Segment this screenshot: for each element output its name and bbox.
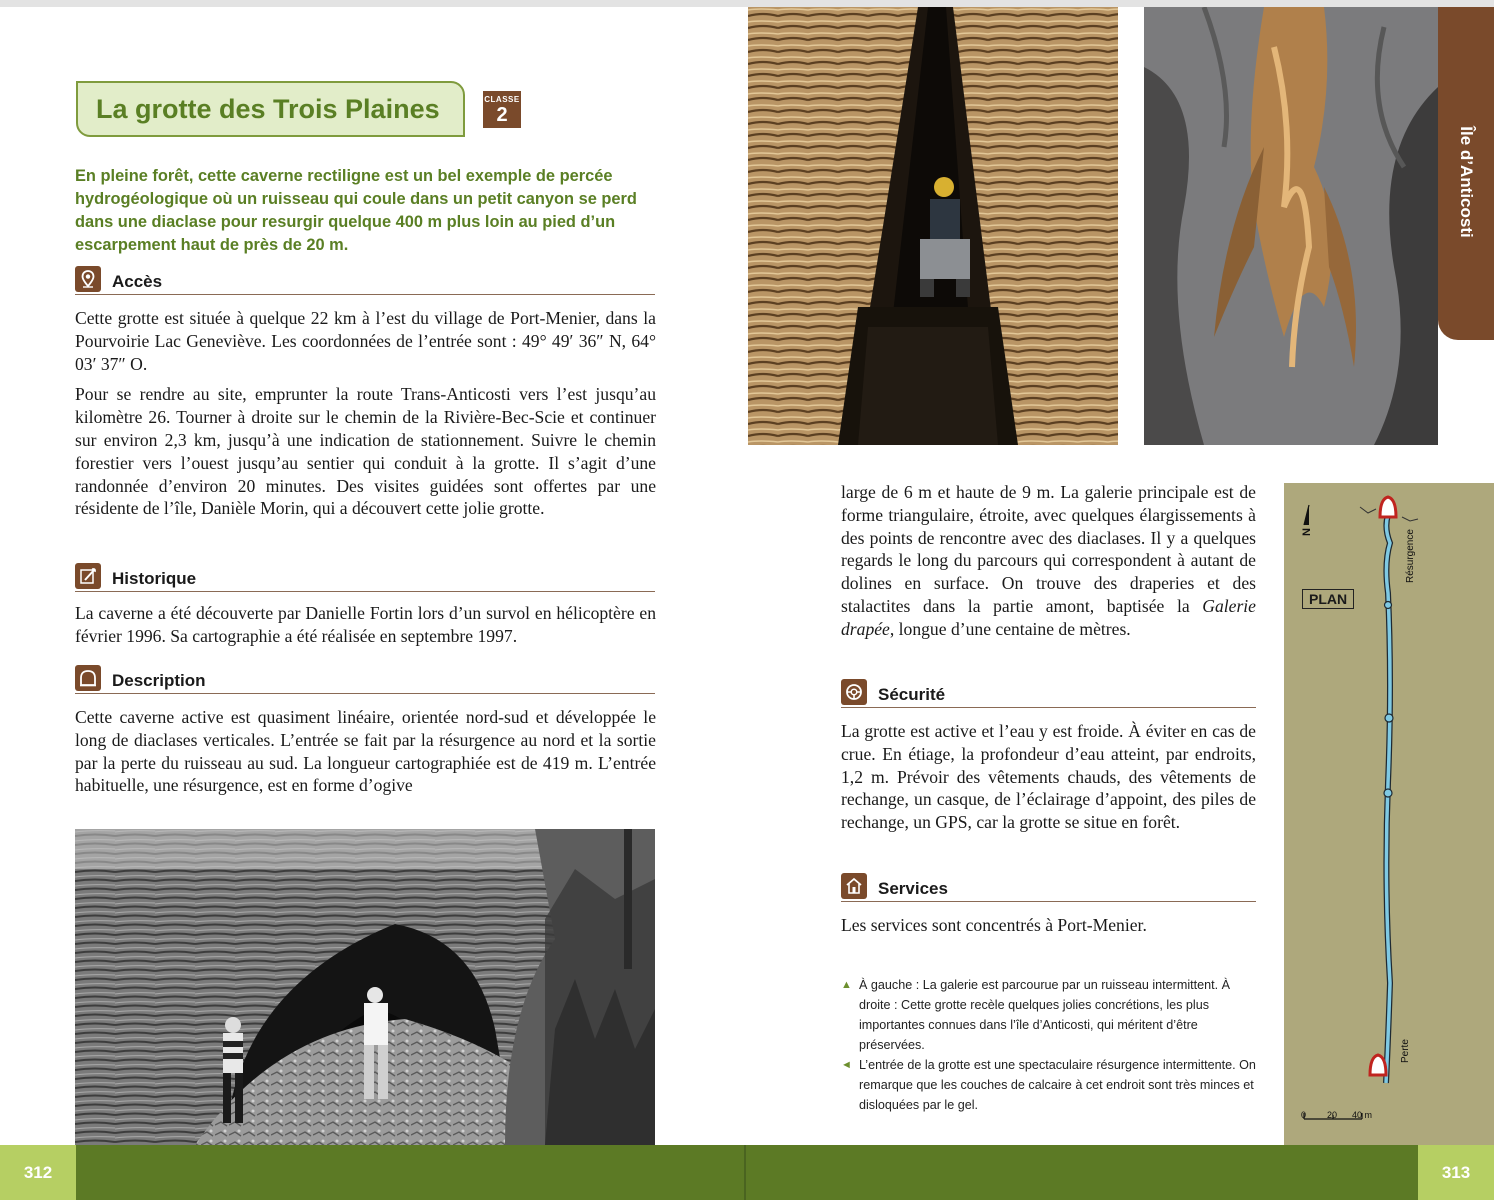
page-gutter bbox=[744, 1145, 746, 1200]
safety-ring-icon bbox=[841, 679, 867, 705]
acces-paragraph-2: Pour se rendre au site, emprunter la route Trans-Anticosti vers l’est jusqu’au kilomètre 26. Tourner à droite sur le chemin de la Rivière-Bec-Scie et continuer sur environ 2,3 km, jusqu’à une indication de stationnement. Suivre le chemin forestier vers l’ouest jusqu’au sentier qui conduit à la grotte. Il s’agit d’une randonnée d’environ 20 minutes. Des visites guidées sont offertes par une résidente de l’île, Danièle Morin, qui a découvert cette jolie grotte. bbox=[75, 384, 656, 519]
page-title: La grotte des Trois Plaines bbox=[96, 93, 440, 124]
galerie-drapee-italic: Galerie drapée bbox=[841, 595, 1256, 639]
cave-plan-panel bbox=[1284, 483, 1494, 1145]
acces-body bbox=[75, 307, 656, 528]
section-heading-acces bbox=[75, 269, 655, 295]
north-label: N bbox=[1301, 528, 1313, 536]
photo-captions bbox=[841, 975, 1261, 1115]
securite-body bbox=[841, 720, 1256, 842]
section-label-acces: Accès bbox=[112, 271, 163, 291]
caption-top-photos bbox=[841, 975, 1261, 1055]
historique-body bbox=[75, 602, 656, 656]
scale-twenty: 20 bbox=[1327, 1110, 1338, 1120]
location-pin-icon bbox=[75, 266, 101, 292]
quill-icon bbox=[75, 563, 101, 589]
cave-entrance-photo bbox=[75, 829, 655, 1145]
section-label-historique: Historique bbox=[112, 568, 197, 588]
cave-arch-icon bbox=[75, 665, 101, 691]
plan-label: PLAN bbox=[1302, 589, 1354, 609]
section-label-description: Description bbox=[112, 670, 206, 690]
section-heading-securite bbox=[841, 682, 1256, 708]
region-tab-label: Île d’Anticosti bbox=[1457, 126, 1476, 238]
acces-paragraph-1: Cette grotte est située à quelque 22 km à l’est du village de Port-Menier, dans la Pourvoirie Lac Geneviève. Les coordonnées de l’entrée sont : 49° 49′ 36″ N, 64° 03′ 37″ O. bbox=[75, 308, 656, 374]
resurgence-label: Résurgence bbox=[1405, 529, 1416, 583]
page-number-left: 312 bbox=[0, 1145, 76, 1200]
classe-value: 2 bbox=[496, 104, 508, 126]
description-paragraph-2 bbox=[841, 481, 1256, 641]
services-paragraph-1: Les services sont concentrés à Port-Menier. bbox=[841, 915, 1147, 935]
caption-text-2: L’entrée de la grotte est une spectaculaire résurgence intermittente. On remarque que les couches de calcaire à cet endroit sont très minces et disloquées par le gel. bbox=[859, 1058, 1256, 1112]
cave-concretions-photo bbox=[1144, 7, 1438, 445]
description-body bbox=[75, 706, 656, 805]
house-icon bbox=[841, 873, 867, 899]
section-heading-historique bbox=[75, 566, 655, 592]
triangle-up-icon: ▲ bbox=[841, 979, 852, 991]
description-body-continued bbox=[841, 481, 1256, 649]
scale-forty: 40 m bbox=[1352, 1110, 1373, 1120]
section-heading-description bbox=[75, 668, 655, 694]
perte-label: Perte bbox=[1400, 1039, 1411, 1063]
page-footer-bar bbox=[0, 1145, 1494, 1200]
services-body bbox=[841, 914, 1256, 945]
intro-paragraph: En pleine forêt, cette caverne rectiligne est un bel exemple de percée hydrogéologique où un ruisseau qui coule dans un petit canyon se perd dans une diaclase pour resurgir quelque 400 m plus loin au pied d’un escarpement haut de près de 20 m. bbox=[75, 167, 637, 254]
historique-paragraph-1: La caverne a été découverte par Danielle Fortin lors d’un survol en hélicoptère en février 1996. Sa cartographie a été réalisée en septembre 1997. bbox=[75, 603, 656, 646]
section-heading-services bbox=[841, 876, 1256, 902]
description-text-after: , longue d’une centaine de mètres. bbox=[889, 618, 1131, 639]
section-label-services: Services bbox=[878, 878, 948, 898]
top-strip bbox=[0, 0, 1494, 7]
title-box bbox=[76, 81, 465, 137]
classe-label: CLASSE bbox=[484, 95, 520, 104]
description-paragraph-1: Cette caverne active est quasiment linéaire, orientée nord-sud et développée le long de diaclases verticales. L’entrée se fait par la résurgence au nord et la sortie par la perte du ruisseau au sud. La longueur cartographiée est de 419 m. L’entrée habituelle, une résurgence, est en forme d’ogive bbox=[75, 707, 656, 796]
description-text-before: large de 6 m et haute de 9 m. La galerie principale est de forme triangulaire, étroite, avec quelques élargissements à des points de rencontre avec des diaclases. Il y a quelques regards le long du parcours qui correspondent à autant de dolines en surface. On trouve des draperies et des stalactites dans la partie amont, baptisée la bbox=[841, 482, 1256, 616]
cave-gallery-photo bbox=[748, 7, 1118, 445]
classe-badge bbox=[483, 91, 521, 128]
caption-text-1: À gauche : La galerie est parcourue par un ruisseau intermittent. À droite : Cette grotte recèle quelques jolies concrétions, les plus importantes connues dans l’île d’Anticosti, qui méritent d’être préservées. bbox=[859, 978, 1231, 1052]
region-tab bbox=[1438, 7, 1494, 340]
triangle-left-icon: ◄ bbox=[841, 1059, 852, 1071]
scale-zero: 0 bbox=[1301, 1110, 1307, 1120]
section-label-securite: Sécurité bbox=[878, 684, 946, 704]
page-number-right: 313 bbox=[1418, 1145, 1494, 1200]
caption-bottom-photo bbox=[841, 1055, 1261, 1115]
securite-paragraph-1: La grotte est active et l’eau y est froide. À éviter en cas de crue. En étiage, la profondeur d’eau atteint, par endroits, 1,2 m. Prévoir des vêtements chauds, des vêtements de rechange, un casque, de l’éclairage d’appoint, des piles de rechange, un GPS, car la grotte se situe en forêt. bbox=[841, 721, 1256, 833]
